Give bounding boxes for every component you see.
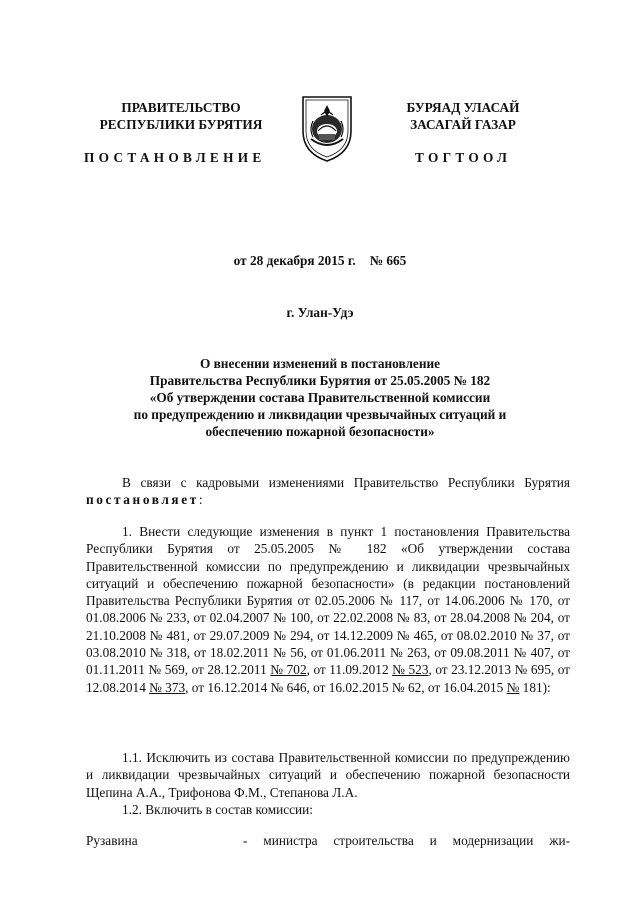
header-right-line1: БУРЯАД УЛАСАЙ: [406, 100, 520, 115]
p1-link-373[interactable]: № 373: [149, 679, 186, 695]
intro-colon: :: [198, 492, 203, 508]
title-line5: обеспечению пожарной безопасности»: [205, 424, 435, 439]
header-right-line2: ЗАСАГАЙ ГАЗАР: [410, 117, 516, 132]
doc-type-right: ТОГТООЛ: [415, 150, 512, 165]
intro-text: В связи с кадровыми изменениями Правительство Республики Бурятия: [122, 475, 570, 490]
header-left-line1: ПРАВИТЕЛЬСТВО: [121, 100, 241, 115]
header-right: [378, 99, 548, 133]
title-line3: «Об утверждении состава Правительственной комиссии: [149, 390, 491, 405]
intro-paragraph: [86, 474, 570, 509]
p1-text-b: , от 11.09.2012: [306, 662, 393, 678]
coat-of-arms-icon: [297, 91, 357, 163]
p1-link-702[interactable]: № 702: [270, 662, 307, 678]
member-name: Рузавина: [86, 833, 138, 848]
document-title: [100, 355, 540, 440]
p1-link-523[interactable]: № 523: [392, 662, 429, 678]
header-left-line2: РЕСПУБЛИКИ БУРЯТИЯ: [99, 117, 263, 132]
paragraph-1: [86, 523, 570, 696]
p1-link-181[interactable]: №: [506, 679, 520, 695]
paragraph-1-2: 1.2. Включить в состав комиссии:: [122, 802, 313, 817]
member-role: - министра строительства и модернизации жи-: [243, 833, 570, 848]
p1-text-e: 181):: [519, 679, 551, 695]
p1-text-a: 1. Внести следующие изменения в пункт 1 постановления Правительства Республики Бурятия от 25.05.2005 № 182 «Об утверждении состава Правительственной комиссии по предупреждению и ликвидации чрезвычайных ситуаций и обеспечению пожарной безопасности» (в редакции постановлений Правительства Республики Бурятия от 02.05.2006 № 117, от 14.06.2006 № 170, от 01.08.2006 № 233, от 02.04.2007 № 100, от 22.02.2008 № 83, от 28.04.2008 № 204, от 21.10.2008 № 481, от 29.07.2009 № 294, от 14.12.2009 № 465, от 08.02.2010 № 37, от 03.08.2010 № 318, от 18.02.2011 № 56, от 01.06.2011 № 263, от 09.08.2011 № 407, от 01.11.2011 № 569, от 28.12.2011: [86, 524, 570, 678]
document-date: от 28 декабря 2015 г.: [233, 253, 356, 268]
p1-text-c: , от 23.12.2013 № 695, от 12.08.2014: [86, 662, 570, 695]
place: г. Улан-Удэ: [286, 305, 354, 320]
date-number-line: [0, 253, 640, 269]
intro-keyword: постановляет: [86, 492, 199, 508]
p1-text-d: , от 16.12.2014 № 646, от 16.02.2015 № 62, от 16.04.2015: [185, 679, 507, 695]
document-number: № 665: [369, 253, 407, 268]
title-line4: по предупреждению и ликвидации чрезвычайных ситуаций и: [133, 407, 507, 422]
paragraph-1-1: 1.1. Исключить из состава Правительственной комиссии по предупреждению и ликвидации чрезвычайных ситуаций и обеспечению пожарной безопасности Щепина А.А., Трифонова Ф.М., Степанова Л.А.: [86, 750, 570, 800]
header-left: [82, 99, 280, 133]
title-line2: Правительства Республики Бурятия от 25.05.2005 № 182: [149, 373, 491, 388]
doc-type-left: ПОСТАНОВЛЕНИЕ: [84, 150, 266, 165]
title-line1: О внесении изменений в постановление: [199, 356, 441, 371]
